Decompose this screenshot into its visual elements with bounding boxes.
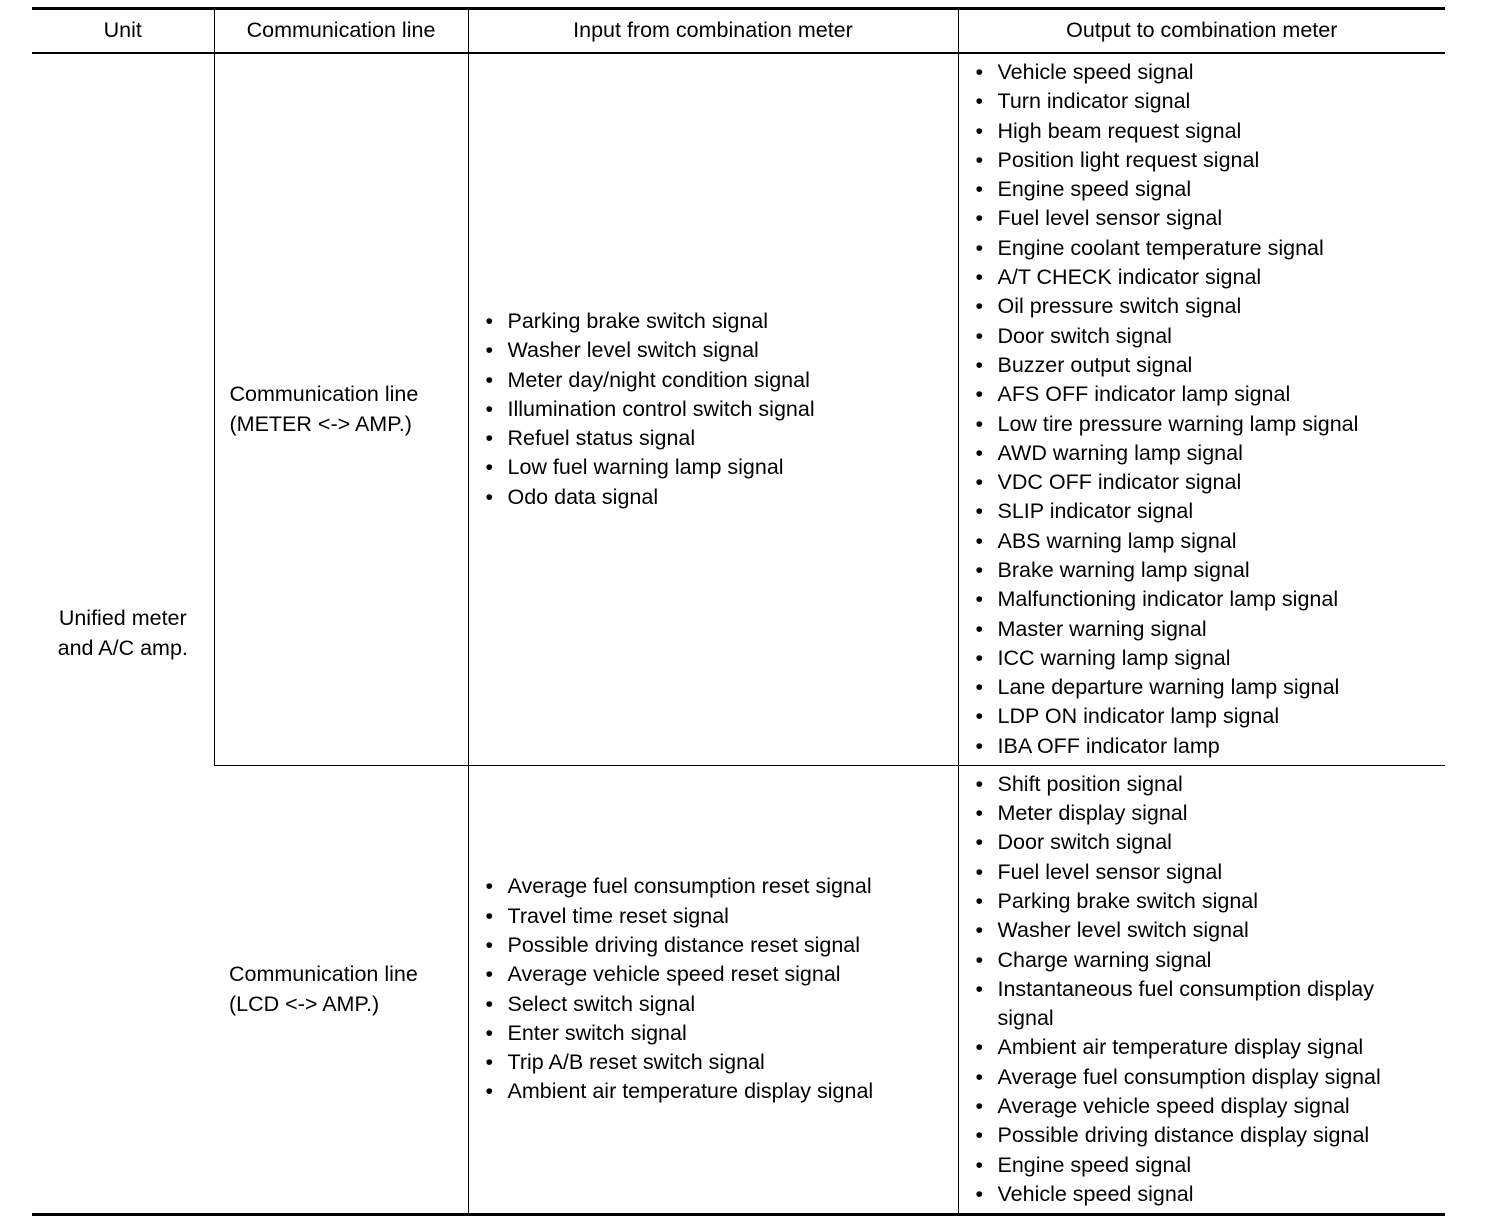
signal-list-item: • Engine coolant temperature signal — [998, 234, 1426, 263]
communication-line-label: Communication line (METER <-> AMP.) — [229, 382, 419, 436]
signal-list-item: • Vehicle speed signal — [998, 58, 1426, 87]
signal-list-item: • AFS OFF indicator lamp signal — [998, 380, 1426, 409]
signal-list-item: • Refuel status signal — [508, 424, 958, 453]
communication-line-label: Communication line (LCD <-> AMP.) — [229, 962, 418, 1016]
signal-list-item: • Trip A/B reset switch signal — [508, 1048, 958, 1077]
signal-list-item: • Charge warning signal — [998, 946, 1426, 975]
signal-list-item: • SLIP indicator signal — [998, 497, 1426, 526]
header-unit: Unit — [32, 9, 214, 54]
signal-list-item: • ICC warning lamp signal — [998, 644, 1426, 673]
signal-list-item: • Washer level switch signal — [998, 916, 1426, 945]
signal-list-item: • A/T CHECK indicator signal — [998, 263, 1426, 292]
signal-list-item: • ABS warning lamp signal — [998, 527, 1426, 556]
signal-table — [32, 7, 1445, 1216]
header-output: Output to combination meter — [958, 9, 1445, 54]
signal-list-item: • Possible driving distance reset signal — [508, 931, 958, 960]
signal-list-item: • Instantaneous fuel consumption display signal — [998, 975, 1426, 1034]
signal-list-item: • Fuel level sensor signal — [998, 858, 1426, 887]
header-communication-line: Communication line — [214, 9, 468, 54]
signal-list-item: • Average vehicle speed reset signal — [508, 960, 958, 989]
signal-list-item: • Average vehicle speed display signal — [998, 1092, 1426, 1121]
input-cell — [468, 766, 958, 1215]
signal-list-item: • Travel time reset signal — [508, 902, 958, 931]
signal-list-item: • Washer level switch signal — [508, 336, 958, 365]
output-signal-list — [959, 58, 1446, 761]
input-signal-list — [469, 872, 958, 1106]
signal-list-item: • High beam request signal — [998, 117, 1426, 146]
signal-list-item: • Ambient air temperature display signal — [998, 1033, 1426, 1062]
signal-list-item: • Average fuel consumption display signal — [998, 1063, 1426, 1092]
signal-list-item: • Parking brake switch signal — [508, 307, 958, 336]
signal-list-item: • Brake warning lamp signal — [998, 556, 1426, 585]
signal-list-item: • Parking brake switch signal — [998, 887, 1426, 916]
output-cell — [958, 766, 1445, 1215]
signal-list-item: • Door switch signal — [998, 828, 1426, 857]
signal-list-item: • Meter display signal — [998, 799, 1426, 828]
signal-list-item: • VDC OFF indicator signal — [998, 468, 1426, 497]
signal-list-item: • Ambient air temperature display signal — [508, 1077, 958, 1106]
signal-list-item: • Turn indicator signal — [998, 87, 1426, 116]
signal-list-item: • Position light request signal — [998, 146, 1426, 175]
output-cell — [958, 53, 1445, 766]
signal-list-item: • Low tire pressure warning lamp signal — [998, 410, 1426, 439]
signal-list-item: • Engine speed signal — [998, 175, 1426, 204]
signal-list-item: • Vehicle speed signal — [998, 1180, 1426, 1209]
signal-list-item: • Select switch signal — [508, 990, 958, 1019]
signal-list-item: • Meter day/night condition signal — [508, 366, 958, 395]
signal-list-item: • Low fuel warning lamp signal — [508, 453, 958, 482]
unit-cell — [32, 53, 214, 1215]
signal-list-item: • Odo data signal — [508, 483, 958, 512]
input-signal-list — [469, 307, 958, 512]
table-row — [32, 766, 1445, 1215]
unit-label: Unified meter and A/C amp. — [57, 606, 188, 660]
signal-list-item: • Illumination control switch signal — [508, 395, 958, 424]
output-signal-list — [959, 770, 1446, 1209]
signal-list-item: • Fuel level sensor signal — [998, 204, 1426, 233]
signal-list-item: • Lane departure warning lamp signal — [998, 673, 1426, 702]
table-row — [32, 53, 1445, 766]
signal-list-item: • Buzzer output signal — [998, 351, 1426, 380]
signal-list-item: • Average fuel consumption reset signal — [508, 872, 958, 901]
signal-list-item: • Possible driving distance display signal — [998, 1121, 1426, 1150]
signal-list-item: • AWD warning lamp signal — [998, 439, 1426, 468]
signal-list-item: • Enter switch signal — [508, 1019, 958, 1048]
signal-list-item: • Engine speed signal — [998, 1151, 1426, 1180]
signal-list-item: • LDP ON indicator lamp signal — [998, 702, 1426, 731]
signal-list-item: • Door switch signal — [998, 322, 1426, 351]
header-row — [32, 9, 1445, 54]
signal-list-item: • Oil pressure switch signal — [998, 292, 1426, 321]
header-input: Input from combination meter — [468, 9, 958, 54]
signal-list-item: • Master warning signal — [998, 615, 1426, 644]
communication-line-cell — [214, 766, 468, 1215]
communication-line-cell — [214, 53, 468, 766]
input-cell — [468, 53, 958, 766]
signal-list-item: • IBA OFF indicator lamp — [998, 732, 1426, 761]
signal-list-item: • Malfunctioning indicator lamp signal — [998, 585, 1426, 614]
signal-list-item: • Shift position signal — [998, 770, 1426, 799]
